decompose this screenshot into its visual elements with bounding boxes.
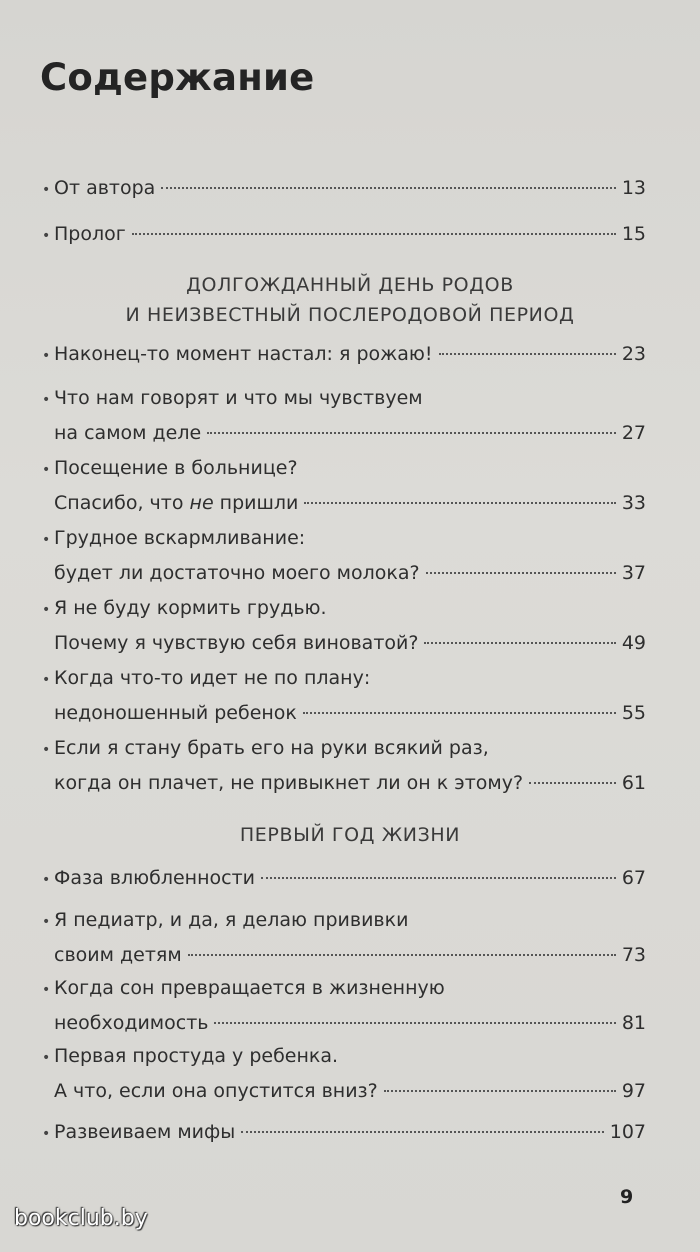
toc-entry-title: Наконец-то момент настал: я рожаю! bbox=[54, 343, 433, 365]
dot-leader bbox=[214, 1022, 615, 1024]
toc-entry bbox=[42, 522, 646, 590]
toc-entry bbox=[42, 338, 646, 373]
bullet-icon: • bbox=[42, 348, 51, 364]
toc-entry-title: Фаза влюбленности bbox=[54, 867, 256, 889]
toc-line bbox=[42, 487, 646, 520]
bullet-icon: • bbox=[42, 228, 51, 244]
toc-line bbox=[42, 862, 646, 897]
toc-entry bbox=[42, 1040, 646, 1108]
bullet-icon: • bbox=[42, 914, 51, 930]
toc-entry bbox=[42, 592, 646, 660]
toc-entry-page: 13 bbox=[621, 177, 646, 199]
toc-entry-title: Развеиваем мифы bbox=[54, 1121, 236, 1143]
toc-entry-title: Когда сон превращается в жизненную bbox=[54, 977, 445, 999]
toc-line bbox=[42, 452, 646, 487]
dot-leader bbox=[207, 432, 616, 434]
toc-entry bbox=[42, 382, 646, 450]
dot-leader bbox=[161, 187, 616, 189]
toc-entry-page: 81 bbox=[621, 1012, 646, 1034]
toc-entry-page: 15 bbox=[621, 223, 646, 245]
section-heading bbox=[0, 820, 700, 850]
bullet-icon: • bbox=[42, 742, 51, 758]
toc-entry-title-cont: будет ли достаточно моего молока? bbox=[54, 562, 420, 584]
page-title: Содержание bbox=[40, 56, 315, 99]
section-heading-line: ПЕРВЫЙ ГОД ЖИЗНИ bbox=[239, 824, 461, 846]
bullet-icon: • bbox=[42, 602, 51, 618]
toc-line bbox=[42, 592, 646, 627]
section-heading bbox=[0, 270, 700, 330]
toc-entry-page: 23 bbox=[621, 343, 646, 365]
toc-entry bbox=[42, 662, 646, 730]
toc-entry-page: 27 bbox=[621, 422, 646, 444]
toc-entry-title-cont bbox=[54, 487, 298, 520]
toc-line bbox=[42, 972, 646, 1007]
toc-entry-page: 55 bbox=[621, 702, 646, 724]
toc-entry-title: Грудное вскармливание: bbox=[54, 527, 306, 549]
toc-line bbox=[42, 522, 646, 557]
dot-leader bbox=[439, 353, 616, 355]
toc-entry bbox=[42, 1116, 646, 1151]
toc-line bbox=[42, 732, 646, 767]
title-emphasis: не bbox=[189, 492, 214, 514]
toc-line bbox=[42, 417, 646, 450]
toc-line bbox=[42, 697, 646, 730]
toc-line bbox=[42, 767, 646, 800]
toc-line bbox=[42, 939, 646, 972]
section-heading-line: ДОЛГОЖДАННЫЙ ДЕНЬ РОДОВ bbox=[186, 274, 514, 296]
toc-entry-page: 107 bbox=[609, 1121, 646, 1143]
bullet-icon: • bbox=[42, 182, 51, 198]
toc-entry-page: 49 bbox=[621, 632, 646, 654]
toc-entry bbox=[42, 972, 646, 1040]
bullet-icon: • bbox=[42, 462, 51, 478]
toc-entry-title: Если я стану брать его на руки всякий раз, bbox=[54, 737, 489, 759]
toc-entry-title-cont: необходимость bbox=[54, 1012, 209, 1034]
dot-leader bbox=[304, 502, 615, 504]
toc-entry-title-cont: когда он плачет, не привыкнет ли он к этому? bbox=[54, 772, 524, 794]
toc-line bbox=[42, 557, 646, 590]
toc-entry-title-cont: на самом деле bbox=[54, 422, 202, 444]
toc-entry bbox=[42, 904, 646, 972]
toc-entry-page: 37 bbox=[621, 562, 646, 584]
section-heading-line: И НЕИЗВЕСТНЫЙ ПОСЛЕРОДОВОЙ ПЕРИОД bbox=[125, 304, 575, 326]
dot-leader bbox=[303, 712, 616, 714]
toc-line bbox=[42, 904, 646, 939]
bullet-icon: • bbox=[42, 672, 51, 688]
bullet-icon: • bbox=[42, 1050, 51, 1066]
toc-entry-title: От автора bbox=[54, 177, 156, 199]
toc-entry-title-cont: недоношенный ребенок bbox=[54, 702, 297, 724]
toc-entry-page: 97 bbox=[621, 1080, 646, 1102]
toc-line bbox=[42, 1007, 646, 1040]
toc-line bbox=[42, 1075, 646, 1108]
toc-line bbox=[42, 1040, 646, 1075]
toc-line bbox=[42, 218, 646, 253]
toc-entry-title: Первая простуда у ребенка. bbox=[54, 1045, 339, 1067]
dot-leader bbox=[261, 877, 616, 879]
toc-entry-title: Пролог bbox=[54, 223, 126, 245]
toc-entry-title: Что нам говорят и что мы чувствуем bbox=[54, 387, 423, 409]
toc-entry-page: 33 bbox=[621, 492, 646, 514]
dot-leader bbox=[424, 642, 615, 644]
toc-entry-title: Посещение в больнице? bbox=[54, 457, 298, 479]
page-number: 9 bbox=[620, 1186, 634, 1208]
toc-entry-title-cont: А что, если она опустится вниз? bbox=[54, 1080, 378, 1102]
toc-entry-title: Когда что-то идет не по плану: bbox=[54, 667, 371, 689]
bullet-icon: • bbox=[42, 532, 51, 548]
toc-entry bbox=[42, 218, 646, 253]
toc-entry-title: Я не буду кормить грудью. bbox=[54, 597, 327, 619]
toc-line bbox=[42, 1116, 646, 1151]
bullet-icon: • bbox=[42, 392, 51, 408]
toc-entry bbox=[42, 172, 646, 207]
dot-leader bbox=[384, 1090, 616, 1092]
dot-leader bbox=[188, 954, 616, 956]
toc-entry-title-cont: Почему я чувствую себя виноватой? bbox=[54, 632, 419, 654]
toc-entry bbox=[42, 452, 646, 520]
dot-leader bbox=[426, 572, 616, 574]
dot-leader bbox=[132, 233, 616, 235]
title-part: пришли bbox=[213, 492, 299, 514]
dot-leader bbox=[529, 782, 616, 784]
toc-line bbox=[42, 662, 646, 697]
title-part: Спасибо, что bbox=[54, 492, 190, 514]
bullet-icon: • bbox=[42, 1126, 51, 1142]
watermark-text: bookclub.by bbox=[14, 1206, 148, 1231]
toc-line bbox=[42, 382, 646, 417]
toc-entry bbox=[42, 862, 646, 897]
toc-line bbox=[42, 627, 646, 660]
toc-entry-page: 61 bbox=[621, 772, 646, 794]
dot-leader bbox=[241, 1131, 603, 1133]
toc-entry-title-cont: своим детям bbox=[54, 944, 182, 966]
toc-entry-title: Я педиатр, и да, я делаю прививки bbox=[54, 909, 409, 931]
toc-line bbox=[42, 338, 646, 373]
bullet-icon: • bbox=[42, 872, 51, 888]
toc-line bbox=[42, 172, 646, 207]
toc-entry-page: 67 bbox=[621, 867, 646, 889]
bullet-icon: • bbox=[42, 982, 51, 998]
toc-entry bbox=[42, 732, 646, 800]
toc-entry-page: 73 bbox=[621, 944, 646, 966]
